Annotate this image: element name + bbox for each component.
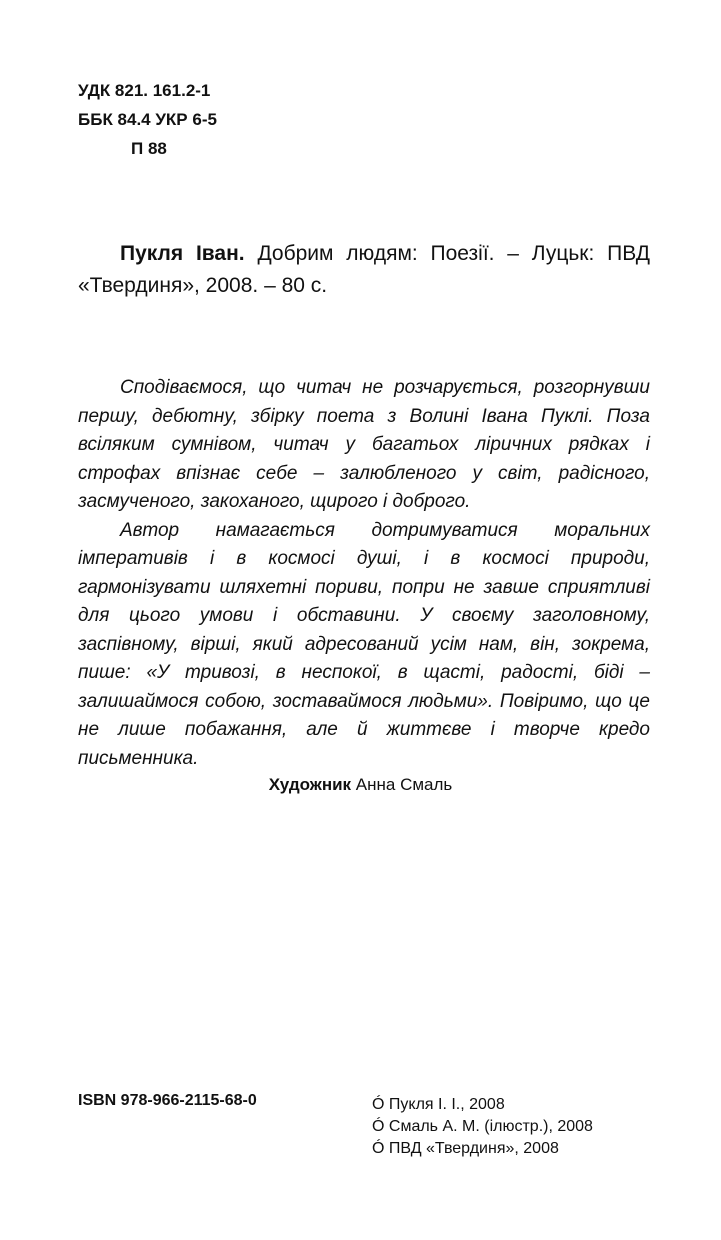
classification-codes [78, 76, 217, 163]
artist-label: Художник [268, 775, 352, 794]
isbn: ISBN 978-966-2115-68-0 [78, 1092, 257, 1109]
annotation-paragraph: Сподіваємося, що читач не розчарується, розгорнувши першу, дебютну, збірку поета з Волині Івана Пуклі. Поза всіляким сумнівом, читач у багатьох ліричних рядках і строфах впізнає себе – залюбленого у світ, радісного, засмученого, закоханого, щирого і доброго. [78, 377, 650, 512]
bbk-code: ББК 84.4 УКР 6-5 [78, 110, 217, 129]
cutter-code: П 88 [131, 139, 167, 158]
udk-code: УДК 821. 161.2-1 [78, 81, 211, 100]
author-name: Пукля Іван. [120, 242, 245, 265]
artist-name: Анна Смаль [351, 775, 453, 794]
copyright-line: Ó Смаль А. М. (ілюстр.), 2008 [372, 1118, 593, 1135]
copyright-line: Ó Пукля І. І., 2008 [372, 1096, 505, 1113]
copyright-line: Ó ПВД «Твердиня», 2008 [372, 1140, 559, 1157]
copyright-notices [372, 1094, 593, 1160]
bibliographic-details: Добрим людям: Поезії. – Луцьк: ПВД «Твердиня», 2008. – 80 с. [78, 242, 650, 297]
annotation [78, 374, 650, 773]
bibliographic-record [78, 238, 650, 302]
annotation-paragraph: Автор намагається дотримуватися моральних імперативів і в космосі душі, і в космосі природи, гармонізувати шляхетні пориви, попри не завше сприятливі для цього умови і обставини. У своєму заголовному, заспівному, вірші, який адресований усім нам, він, зокрема, пише: «У тривозі, в неспокої, в щасті, радості, біді – залишаймося собою, зоставаймося людьми». Повіримо, що це не лише побажання, але й життєве і творче кредо письменника. [78, 519, 650, 769]
artist-credit [0, 775, 721, 795]
